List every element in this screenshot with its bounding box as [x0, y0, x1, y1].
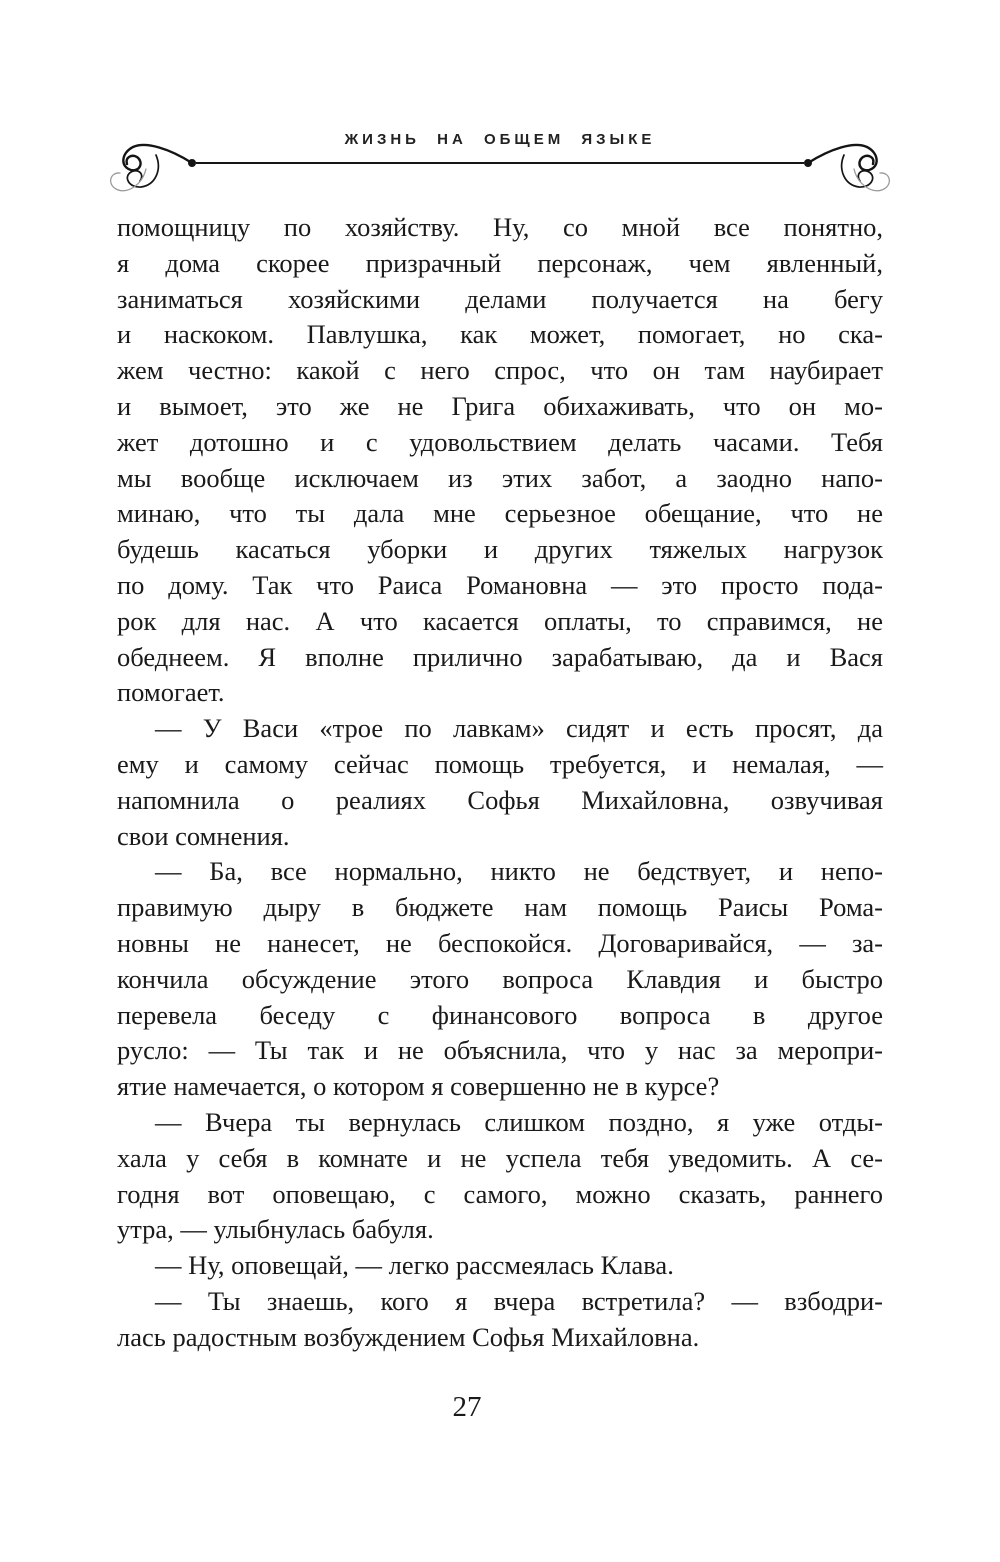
header-rule: [100, 137, 900, 201]
text-line: мы вообще исключаем из этих забот, а заодно напо-: [117, 462, 883, 493]
text-line: утра, — улыбнулась бабуля.: [117, 1214, 434, 1245]
text-line: заниматься хозяйскими делами получается на бегу: [117, 283, 883, 314]
text-line: кончила обсуждение этого вопроса Клавдия и быстро: [117, 963, 883, 994]
text-line: будешь касаться уборки и других тяжелых нагрузок: [117, 534, 883, 565]
body-text: [117, 210, 883, 1356]
text-line: напомнила о реалиях Софья Михайловна, озвучивая: [117, 784, 883, 815]
text-line: помощницу по хозяйству. Ну, со мной все понятно,: [117, 212, 883, 242]
text-line: перевела беседу с финансового вопроса в другое: [117, 999, 883, 1030]
text-line: русло: — Ты так и не объяснила, что у нас за меропри-: [117, 1035, 883, 1066]
paragraph: [117, 711, 883, 854]
paragraph: [117, 1284, 883, 1356]
flourish-right-icon: [804, 137, 900, 201]
paragraph: [117, 1105, 883, 1248]
chapter-header: [100, 131, 900, 203]
text-line: — Ну, оповещай, — легко рассмеялась Клава.: [155, 1250, 674, 1281]
text-line: — У Васи «трое по лавкам» сидят и есть просят, да: [155, 713, 883, 744]
text-line: — Ба, все нормально, никто не бедствует, и непо-: [155, 856, 883, 887]
text-line: и наскоком. Павлушка, как может, помогает, но ска-: [117, 319, 883, 350]
paragraph: [117, 854, 883, 1105]
text-line: годня вот оповещаю, с самого, можно сказать, раннего: [117, 1178, 883, 1209]
text-line: помогает.: [117, 677, 225, 708]
text-line: хала у себя в комнате и не успела тебя уведомить. А се-: [117, 1142, 883, 1173]
text-line: свои сомнения.: [117, 820, 290, 851]
text-line: — Вчера ты вернулась слишком поздно, я уже отды-: [155, 1106, 883, 1137]
text-line: минаю, что ты дала мне серьезное обещание, что не: [117, 498, 883, 529]
text-line: жет дотошно и с удовольствием делать часами. Тебя: [117, 426, 883, 457]
text-line: ятие намечается, о котором я совершенно не в курсе?: [117, 1071, 720, 1102]
text-line: ему и самому сейчас помощь требуется, и немалая, —: [117, 748, 883, 779]
paragraph: [117, 1248, 883, 1284]
text-line: я дома скорее призрачный персонаж, чем явленный,: [117, 247, 883, 278]
text-line: и вымоет, это же не Грига обихаживать, что он мо-: [117, 390, 883, 421]
flourish-left-icon: [100, 137, 196, 201]
text-line: лась радостным возбуждением Софья Михайловна.: [117, 1321, 700, 1352]
text-line: рок для нас. А что касается оплаты, то справимся, не: [117, 605, 883, 636]
page-number: 27: [452, 1391, 482, 1423]
text-line: новны не нанесет, не беспокойся. Договаривайся, — за-: [117, 927, 883, 958]
text-line: по дому. Так что Раиса Романовна — это просто пода-: [117, 569, 883, 600]
text-line: правимую дыру в бюджете нам помощь Раисы Рома-: [117, 892, 883, 923]
header-rule-line: [196, 162, 804, 164]
text-line: жем честно: какой с него спрос, что он там наубирает: [117, 355, 883, 386]
text-line: — Ты знаешь, кого я вчера встретила? — взбодри-: [155, 1285, 883, 1316]
chapter-title: ЖИЗНЬ НА ОБЩЕМ ЯЗЫКЕ: [344, 131, 656, 148]
paragraph: [117, 210, 883, 711]
text-line: обеднеем. Я вполне прилично зарабатываю, да и Вася: [117, 641, 883, 672]
